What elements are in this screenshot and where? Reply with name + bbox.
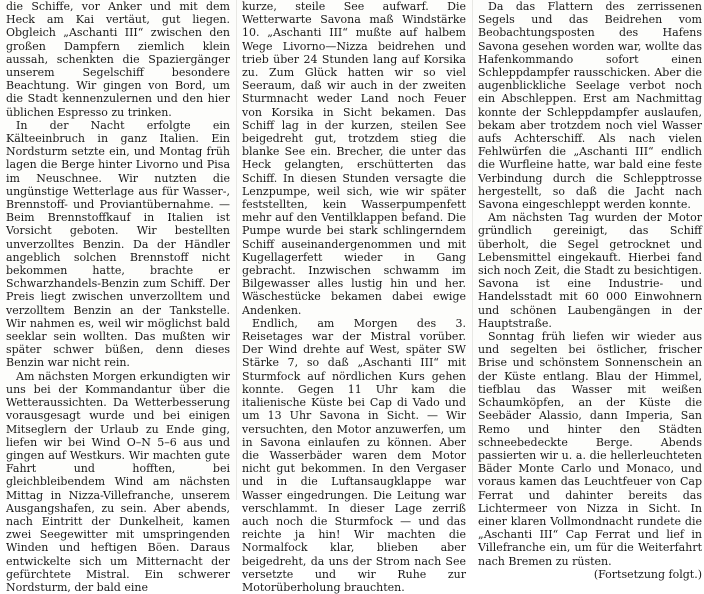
text-column-2: [242, 0, 466, 594]
paragraph: Endlich, am Morgen des 3. Reisetages war der Mistral vorüber. Der Wind drehte auf West, später SW Stärke 7, so daß „Aschanti III“ mit Sturmfock auf nördlichen Kurs gehen konnte. Gegen 11 Uhr kam die italienische Küste bei Cap di Vado und um 13 Uhr Savona in Sicht. — Wir versuchten, den Motor anzuwerfen, um in Savona einlaufen zu können. Aber die Wasserbäder waren dem Motor nicht gut bekommen. In den Vergaser und in die Luftansaugklappe war Wasser eingedrungen. Die Leitung war verschlammt. In dieser Lage zerriß auch noch die Sturmfock — und das reichte ja hin! Wir machten die Normalfock klar, blieben aber beigedreht, da uns der Strom nach See versetzte und wir Ruhe zur Motorüberholung brauchten.: [242, 316, 466, 594]
continued-note: (Fortsetzung folgt.): [593, 567, 702, 581]
column-gutter: [236, 0, 237, 500]
text-column-1: [6, 0, 230, 594]
paragraph: Sonntag früh liefen wir wieder aus und segelten bei östlicher, frischer Brise und schönstem Sonnenschein an der Küste entlang. Blau der Himmel, tiefblau das Wasser mit weißen Schaumköpfen, an der Küste die Seebäder Alassio, dann Imperia, San Remo und hinter den Städten schneebedeckte Berge. Abends passierten wir u. a. die hellerleuchteten Bäder Monte Carlo und Monaco, und voraus kamen das Leuchtfeuer von Cap Ferrat und dahinter bereits das Lichtermeer von Nizza in Sicht. In einer klaren Vollmondnacht rundete die „Aschanti III“ Cap Ferrat und lief in Villefranche ein, um für die Weiterfahrt nach Bremen zu rüsten.: [478, 330, 702, 568]
paragraph: In der Nacht erfolgte ein Kälteeinbruch in ganz Italien. Ein Nordsturm setzte ein, und Montag früh lagen die Berge hinter Livorno und Pisa im Neuschnee. Wir nutzten die ungünstige Wetterlage aus für Wasser-, Brennstoff- und Proviantübernahme. — Beim Brennstoffkauf in Italien ist Vorsicht geboten. Wir bestellten unverzolltes Benzin. Da der Händler angeblich solchen Brennstoff nicht bekommen hatte, brachte er Schwarzhandels-Benzin zum Schiff. Der Preis liegt zwischen unverzolltem und verzolltem Benzin an der Tankstelle. Wir nahmen es, weil wir möglichst bald seeklar sein wollten. Das mußten wir später schwer büßen, denn dieses Benzin war nicht rein.: [6, 118, 230, 370]
paragraph: kurze, steile See aufwarf. Die Wetterwarte Savona maß Windstärke 10. „Aschanti III“ mußte auf halbem Wege Livorno—Nizza beidrehen und trieb über 24 Stunden lang auf Korsika zu. Zum Glück hatten wir so viel Seeraum, daß wir auch in der zweiten Sturmnacht weder Land noch Feuer von Korsika in Sicht bekamen. Das Schiff lag in der kurzen, steilen See beigedreht gut, trotzdem stieg die blanke See ein. Brecher, die unter das Heck gelangten, erschütterten das Schiff. In diesen Stunden versagte die Lenzpumpe, weil sich, wie wir später feststellten, kein Wasserpumpenfett mehr auf den Ventilklappen befand. Die Pumpe wurde bei stark schlingerndem Schiff auseinandergenommen und mit Kugellagerfett wieder in Gang gebracht. Inzwischen schwamm im Bilgewasser alles lustig hin und her. Wäschestücke bekamen dabei ewige Andenken.: [242, 0, 466, 317]
column-gutter: [472, 0, 473, 500]
paragraph: Am nächsten Tag wurden der Motor gründlich gereinigt, das Schiff überholt, die Segel getrocknet und Lebensmittel eingekauft. Hierbei fand sich noch Zeit, die Stadt zu besichtigen. Savona ist eine Industrie- und Handelsstadt mit 60 000 Einwohnern und schönen Laubengängen in der Hauptstraße.: [478, 211, 702, 330]
paragraph: die Schiffe, vor Anker und mit dem Heck am Kai vertäut, gut liegen. Obgleich „Aschanti III“ zwischen den großen Dampfern ziemlich klein aussah, schenkten die Spaziergänger unserem Segelschiff besondere Beachtung. Wir gingen von Bord, um die Stadt kennenzulernen und den hier üblichen Espresso zu trinken.: [6, 0, 230, 119]
text-column-3: [478, 0, 702, 581]
paragraph: Da das Flattern des zerrissenen Segels und das Beidrehen vom Beobachtungsposten des Hafens Savona gesehen worden war, wollte das Hafenkommando sofort einen Schleppdampfer rausschicken. Aber die augenblickliche Seelage verbot noch ein Abschleppen. Erst am Nachmittag konnte der Schleppdampfer auslaufen, bekam aber trotzdem noch viel Wasser aufs Achterschiff. Als nach vielen Fehlwürfen die „Aschanti III“ endlich die Wurfleine hatte, war bald eine feste Verbindung durch die Schlepptrosse hergestellt, so daß die Jacht nach Savona eingeschleppt werden konnte.: [478, 0, 702, 212]
paragraph: Am nächsten Morgen erkundigten wir uns bei der Kommandantur über die Wetteraussichten. Da Wetterbesserung vorausgesagt wurde und bei einigen Mitseglern der Urlaub zu Ende ging, liefen wir bei Wind O–N 5–6 aus und gingen auf Westkurs. Wir machten gute Fahrt und hofften, bei gleichbleibendem Wind am nächsten Mittag in Nizza-Villefranche, unserem Ausgangshafen, zu sein. Aber abends, nach Eintritt der Dunkelheit, kamen zwei Seegewitter mit umspringenden Winden und heftigen Böen. Daraus entwickelte sich um Mitternacht der gefürchtete Mistral. Ein schwerer Nordsturm, der bald eine: [6, 369, 230, 594]
